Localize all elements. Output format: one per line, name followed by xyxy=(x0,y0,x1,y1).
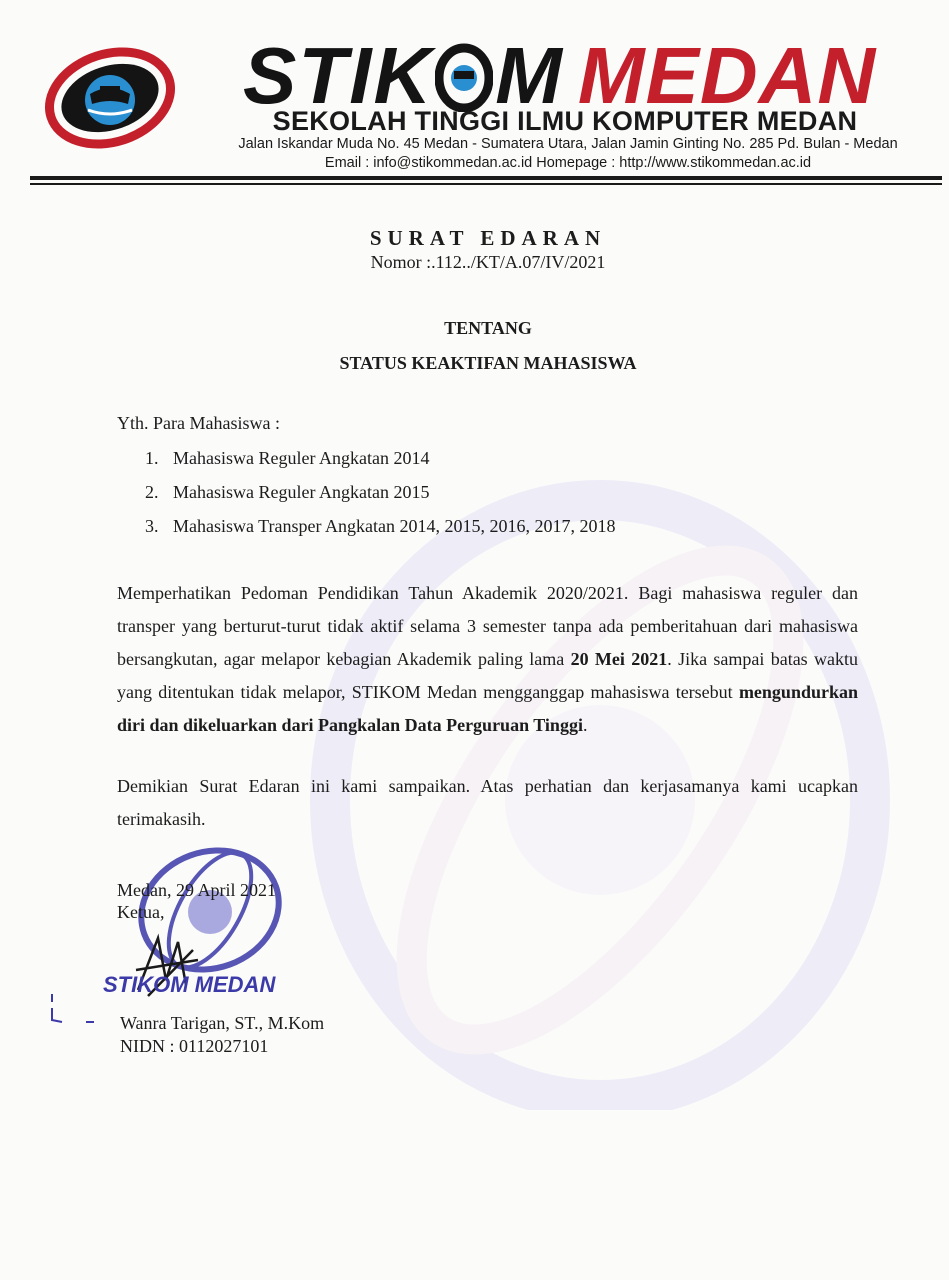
list-item-text: Mahasiswa Reguler Angkatan 2014 xyxy=(173,448,430,468)
letterhead-rule-thick xyxy=(30,176,942,180)
signature-place-date: Medan, 29 April 2021 xyxy=(117,880,276,900)
brand-m: M xyxy=(495,31,564,120)
deadline-date: 20 Mei 2021 xyxy=(570,649,668,669)
list-item-number: 1. xyxy=(145,448,159,468)
list-item xyxy=(145,482,615,516)
body-text-1c: . xyxy=(582,715,588,735)
signatory-name: Wanra Tarigan, ST., M.Kom xyxy=(120,1013,325,1033)
body-paragraph-1 xyxy=(117,577,858,742)
school-contact: Email : info@stikommedan.ac.id Homepage : http://www.stikommedan.ac.id xyxy=(324,155,812,171)
letterhead-rule-thin xyxy=(30,183,942,185)
signature-role: Ketua, xyxy=(117,902,165,922)
stamp-brand-text: STIKOM MEDAN xyxy=(103,972,276,997)
list-item xyxy=(145,516,615,550)
subject-label: TENTANG xyxy=(444,318,532,338)
school-address: Jalan Iskandar Muda No. 45 Medan - Sumatera Utara, Jalan Jamin Ginting No. 285 Pd. Bulan - Medan xyxy=(238,136,898,152)
brand-o-globe-icon xyxy=(435,42,493,112)
brand-wordmark xyxy=(243,31,877,120)
list-item-number: 3. xyxy=(145,516,159,536)
body-text-1a: Memperhatikan Pedoman Pendidikan Tahun Akademik 2020/2021. Bagi mahasiswa reguler dan transper yang berturut-turut tidak aktif selama 3 semester tanpa ada pemberitahuan dari mahasiswa bersangkutan, agar melapor kebagian Akademik paling lama xyxy=(117,583,858,669)
brand-medan: MEDAN xyxy=(577,31,877,120)
list-item-number: 2. xyxy=(145,482,159,502)
letter-number: Nomor :.112../KT/A.07/IV/2021 xyxy=(370,252,606,272)
school-name: SEKOLAH TINGGI ILMU KOMPUTER MEDAN xyxy=(272,106,858,136)
stikom-globe-logo-icon xyxy=(38,40,186,150)
recipient-line: Yth. Para Mahasiswa : xyxy=(117,413,280,433)
body-text-1b: . Jika sampai batas waktu yang ditentukan tidak melapor, STIKOM Medan mengganggap mahasiswa tersebut xyxy=(117,649,858,702)
list-item-text: Mahasiswa Reguler Angkatan 2015 xyxy=(173,482,430,502)
body-paragraph-2: Demikian Surat Edaran ini kami sampaikan. Atas perhatian dan kerjasamanya kami ucapkan terimakasih. xyxy=(117,776,858,829)
recipient-list xyxy=(145,448,615,550)
subject-title: STATUS KEAKTIFAN MAHASISWA xyxy=(339,353,637,373)
brand-stik: STIK xyxy=(243,31,434,120)
margin-pen-mark-icon xyxy=(46,990,106,1030)
list-item xyxy=(145,448,615,482)
consequence-text: mengundurkan diri dan dikeluarkan dari Pangkalan Data Perguruan Tinggi xyxy=(117,682,858,735)
list-item-text: Mahasiswa Transper Angkatan 2014, 2015, 2016, 2017, 2018 xyxy=(173,516,616,536)
signatory-id: NIDN : 0112027101 xyxy=(120,1036,269,1056)
letter-title: SURAT EDARAN xyxy=(369,226,607,250)
